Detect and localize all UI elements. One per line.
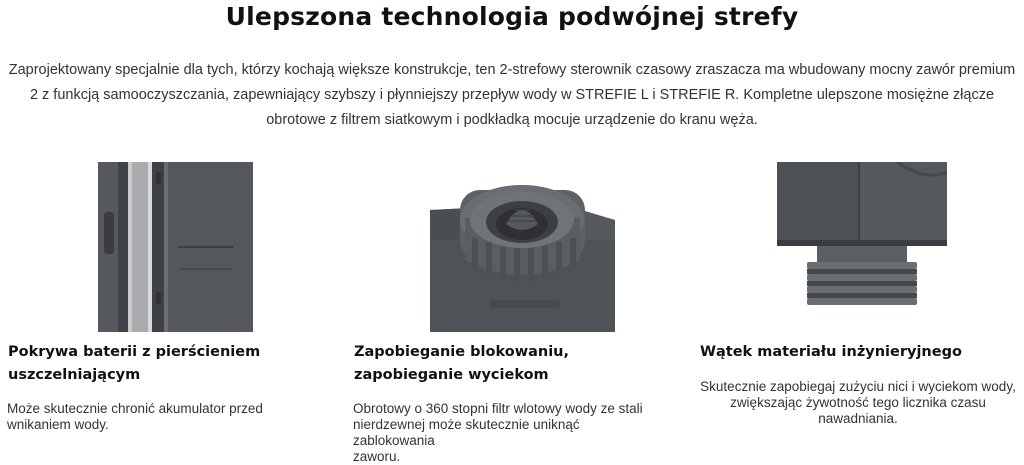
feature-title-line: Pokrywa baterii z pierścieniem <box>8 344 261 360</box>
feature-desc-line: nierdzewnej może skutecznie uniknąć zablokowania <box>353 417 580 448</box>
feature-desc-anti-blocking <box>353 401 653 465</box>
feature-desc-line: Obrotowy o 360 stopni filtr wlotowy wody ze stali <box>353 401 643 416</box>
feature-desc-line: Skutecznie zapobiegaj zużyciu nici i wyciekom wody, <box>700 379 1016 394</box>
feature-title-anti-blocking <box>354 341 654 387</box>
feature-title-line: Zapobieganie blokowaniu, <box>354 344 569 360</box>
feature-desc-line: Może skutecznie chronić akumulator przed <box>7 401 263 416</box>
feature-title-line: Wątek materiału inżynieryjnego <box>700 344 962 360</box>
feature-desc-thread <box>698 379 1018 427</box>
feature-desc-line: zaworu. <box>353 449 401 464</box>
thread-connector-image <box>777 162 947 307</box>
feature-title-battery-cover <box>8 341 308 387</box>
feature-title-line: zapobieganie wyciekom <box>354 367 549 383</box>
feature-desc-battery-cover <box>7 401 282 433</box>
intro-line: 2 z funkcją samooczyszczania, zapewniający szybszy i płynniejszy przepływ wody w STREFIE L i STREFIE R. Kompletne ulepszone mosiężne złącze <box>29 87 995 103</box>
intro-line: obrotowe z filtrem siatkowym i podkładką mocuje urządzenie do kranu węża. <box>266 112 758 128</box>
feature-desc-line: wnikaniem wody. <box>7 417 109 432</box>
feature-title-thread <box>700 341 1000 364</box>
feature-desc-line: zwiększając żywotność tego licznika czasu <box>730 395 986 410</box>
intro-line: Zaprojektowany specjalnie dla tych, którzy kochają większe konstrukcje, ten 2-strefowy sterownik czasowy zraszacza ma wbudowany mocny zawór premium <box>8 62 1016 78</box>
page-title: Ulepszona technologia podwójnej strefy <box>225 2 799 31</box>
feature-desc-line: nawadniania. <box>818 411 898 426</box>
battery-cover-image <box>98 162 253 332</box>
feature-title-line: uszczelniającym <box>8 367 141 383</box>
water-inlet-filter-image <box>430 180 615 332</box>
intro-paragraph <box>0 58 1024 133</box>
